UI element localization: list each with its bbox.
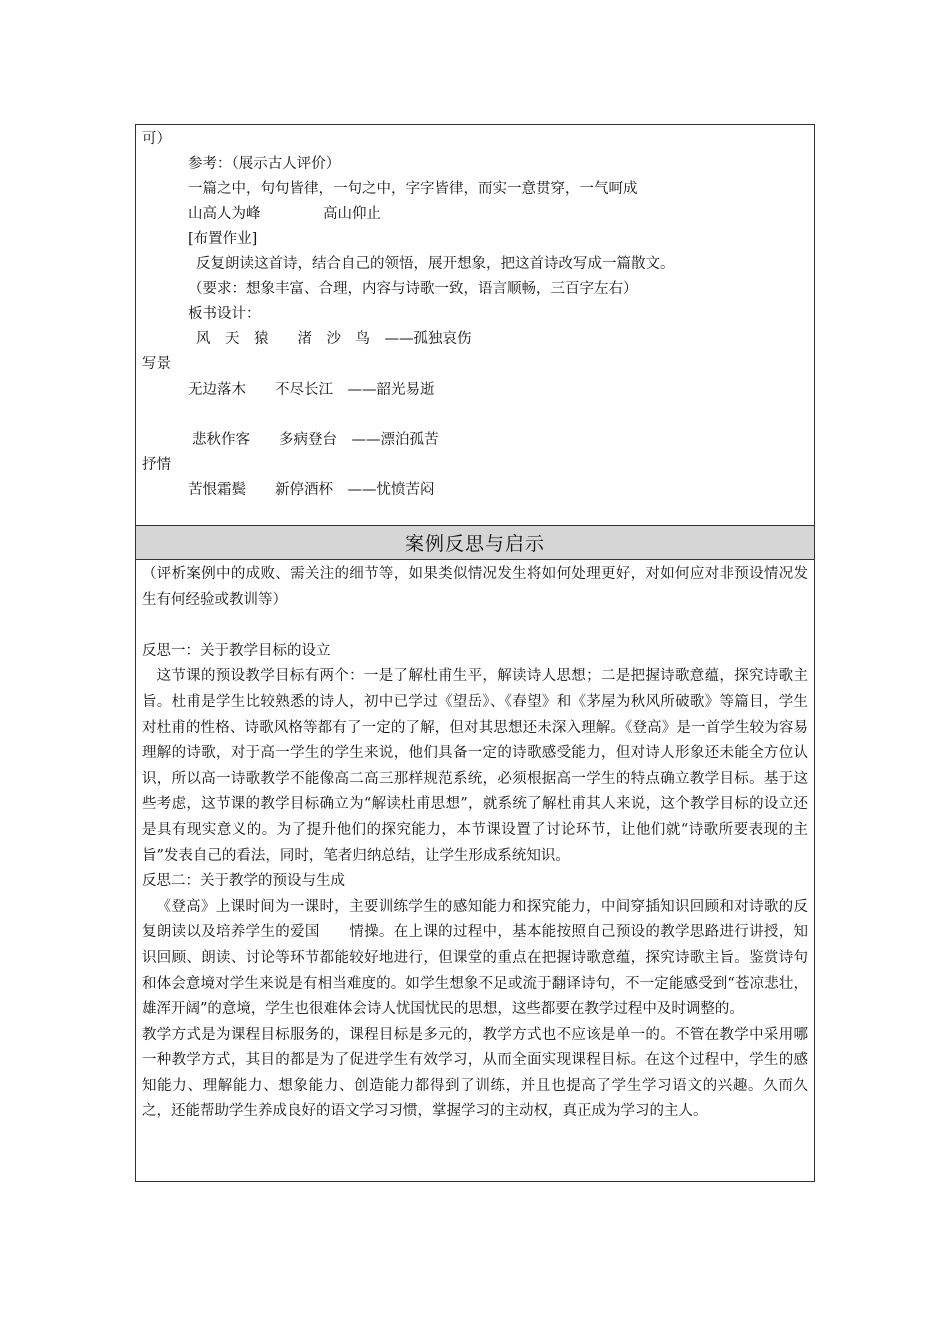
document-table (135, 124, 815, 1182)
board-row: 苦恨霜鬓 新停酒杯 ——忧愤苦闷 (188, 482, 435, 498)
lesson-plan-section (136, 125, 814, 525)
homework-requirement: （要求：想象丰富、合理，内容与诗歌一致，语言顺畅，三百字左右） (188, 281, 638, 297)
reflection-header (136, 525, 814, 560)
board-side-label: 抒情 (142, 457, 171, 473)
homework-text: 反复朗读这首诗，结合自己的领悟，展开想象，把这首诗改写成一篇散文。 (196, 256, 675, 272)
reflection-2-title: 反思二：关于教学的预设与生成 (142, 873, 345, 890)
reflection-section (142, 562, 808, 1125)
reference-label: 参考：（展示古人评价） (188, 156, 341, 172)
board-design-label: 板书设计： (188, 306, 261, 322)
reflection-3-body: 教学方式是为课程目标服务的，课程目标是多元的，教学方式也不应该是单一的。不管在教学中采用哪一种教学方式，其目的都是为了促进学生有效学习，从而全面实现课程目标。在这个过程中，学生的感知能力、理解能力、想象能力、创造能力都得到了训练，并且也提高了学生学习语文的兴趣。久而久之，还能帮助学生养成良好的语文学习习惯，掌握学习的主动权，真正成为学习的主人。 (142, 1026, 808, 1120)
reflection-instructions: （评析案例中的成败、需关注的细节等，如果类似情况发生将如何处理更好，对如何应对非预设情况发生有何经验或教训等） (142, 566, 808, 608)
reflection-1-title: 反思一：关于教学目标的设立 (142, 642, 331, 659)
continuation-text: 可） (142, 131, 171, 147)
reflection-1-body: 这节课的预设教学目标有两个：一是了解杜甫生平，解读诗人思想；二是把握诗歌意蕴，探究诗歌主旨。杜甫是学生比较熟悉的诗人，初中已学过《望岳》、《春望》和《茅屋为秋风所破歌》等篇目，学生对杜甫的性格、诗歌风格等都有了一定的了解，但对其思想还未深入理解。《登高》是一首学生较为容易理解的诗歌，对于高一学生的学生来说，他们具备一定的诗歌感受能力，但对诗人形象还未能全方位认识，所以高一诗歌教学不能像高二高三那样规范系统，必须根据高一学生的特点确立教学目标。基于这些考虑，这节课的教学目标确立为“解读杜甫思想”，就系统了解杜甫其人来说，这个教学目标的设立还是具有现实意义的。为了提升他们的探究能力，本节课设置了讨论环节，让他们就“诗歌所要表现的主旨”发表自己的看法，同时，笔者归纳总结，让学生形成系统知识。 (142, 668, 808, 864)
reflection-title: 案例反思与启示 (404, 533, 545, 555)
quote-line-b: 高山仰止 (323, 206, 381, 222)
board-row: 无边落木 不尽长江 ——韶光易逝 (188, 382, 435, 398)
board-row: 悲秋作客 多病登台 ——漂泊孤苦 (192, 432, 439, 448)
quote-line-a: 山高人为峰 (188, 206, 261, 222)
quote-line: 一篇之中，句句皆律，一句之中，字字皆律，而实一意贯穿，一气呵成 (188, 181, 638, 197)
homework-label: [布置作业] (188, 231, 258, 247)
board-row: 风 天 猿 渚 沙 鸟 ——孤独哀伤 (196, 331, 472, 347)
reflection-2-body: 《登高》上课时间为一课时，主要训练学生的感知能力和探究能力，中间穿插知识回顾和对诗歌的反复朗读以及培养学生的爱国 情操。在上课的过程中，基本能按照自己预设的教学思路进行讲授，知识回顾、朗读、讨论等环节都能较好地进行，但课堂的重点在把握诗歌意蕴，探究诗歌主旨。鉴赏诗句和体会意境对学生来说是有相当难度的。如学生想象不足或流于翻译诗句，不一定能感受到“苍凉悲壮，雄浑开阔”的意境，学生也很难体会诗人忧国忧民的思想，这些都要在教学过程中及时调整的。 (142, 898, 808, 1018)
board-side-label: 写景 (142, 356, 171, 372)
